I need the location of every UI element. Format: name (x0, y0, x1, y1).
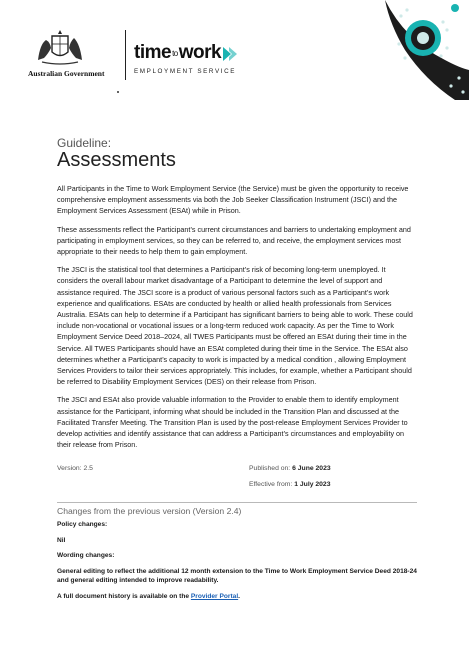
effective-label: Effective from: (249, 481, 293, 488)
changes-heading: Changes from the previous version (Version 2.4) (57, 506, 242, 516)
published-date (249, 465, 331, 472)
body-paragraph: The JSCI and ESAt also provide valuable information to the Provider to enable them to identify employment assistance for the Participant, informing what should be included in the Transition Plan and discussed at the Facilitated Transfer Meeting. The Transition Plan is used by the post-release Employment Services Provider to develop activities and identify assistance that can address a Participant’s circumstances and employability on their release from Prison. (57, 395, 408, 450)
wording-changes-value: General editing to reflect the additional 12 month extension to the Time to Work Employment Service Deed 2018-24 and general editing intended to improve readability. (57, 567, 417, 584)
published-value: 6 June 2023 (292, 465, 331, 472)
government-name: Australian Government (28, 69, 105, 78)
page-header (0, 0, 469, 100)
effective-value: 1 July 2023 (294, 481, 331, 488)
body-paragraph: All Participants in the Time to Work Employment Service (the Service) must be given the opportunity to receive comprehensive employment assessments via both the Job Seeker Classification Instrument (JSCI) and the Employment Services Assessment (ESAt) while in Prison. (57, 184, 409, 216)
time-to-work-logo (134, 42, 221, 64)
logo-subtitle: EMPLOYMENT SERVICE (134, 68, 237, 75)
body-paragraph: These assessments reflect the Participant’s current circumstances and barriers to undertaking employment and participating in employment services, so they can be referred to, and receive, the employment services most appropriate to their needs to help them to gain employment. (57, 224, 411, 257)
logo-word-time: time (134, 42, 172, 63)
document-type-text: Guideline (57, 136, 108, 150)
version-label: Version: 2.5 (57, 465, 93, 472)
logo-word-work: work (178, 42, 222, 63)
changes-section (57, 520, 417, 607)
logo-word-to: to (172, 49, 178, 58)
policy-changes-heading: Policy changes: (57, 521, 108, 528)
section-divider (57, 502, 417, 503)
stray-dot (117, 91, 119, 93)
document-body (57, 183, 417, 457)
document-type-colon: : (107, 136, 112, 150)
published-label: Published on: (249, 465, 291, 472)
effective-date (249, 481, 331, 488)
page-title: Assessments (57, 149, 176, 171)
aboriginal-artwork-icon (385, 0, 469, 100)
body-paragraph: The JSCI is the statistical tool that determines a Participant’s risk of becoming long-term unemployed. It considers the overall labour market disadvantage of a Participant to determine the level of support and assistance required. The JSCI score is a product of various personal factors such as a Participant’s work experience and qualifications. ESAts are conducted by health or allied health professionals from Services Australia. ESAts can help to determine if a Participant has significant barriers to being able to work. These could include non-vocational or vocational issues or a long-term reduced work capacity. As per the Time to Work Employment Service Deed 2018–2024, all TWES Participants must be offered an ESAt during their time in the Service. All TWES Participants should have an ESAt completed during their time in the Service. The ESAt also determines whether a Participant’s capacity to work is impacted by a medical condition , allowing Employment Services Providers to tailor their services appropriately. This includes, for example, whether a Participant should be referred to Disability Employment Services (DES) on their release from Prison. (57, 265, 413, 387)
document-metadata (57, 465, 417, 497)
policy-changes-value: Nil (57, 536, 66, 544)
header-divider (125, 30, 126, 80)
provider-portal-link[interactable]: Provider Portal (190, 592, 239, 600)
document-history-note (57, 592, 417, 602)
wording-changes-heading: Wording changes: (57, 552, 115, 559)
commonwealth-crest-icon (30, 26, 90, 66)
history-end: . (238, 592, 240, 600)
history-text: A full document history is available on the (57, 592, 190, 600)
document-type-label (57, 136, 111, 150)
arrow-logo-icon (222, 45, 238, 63)
